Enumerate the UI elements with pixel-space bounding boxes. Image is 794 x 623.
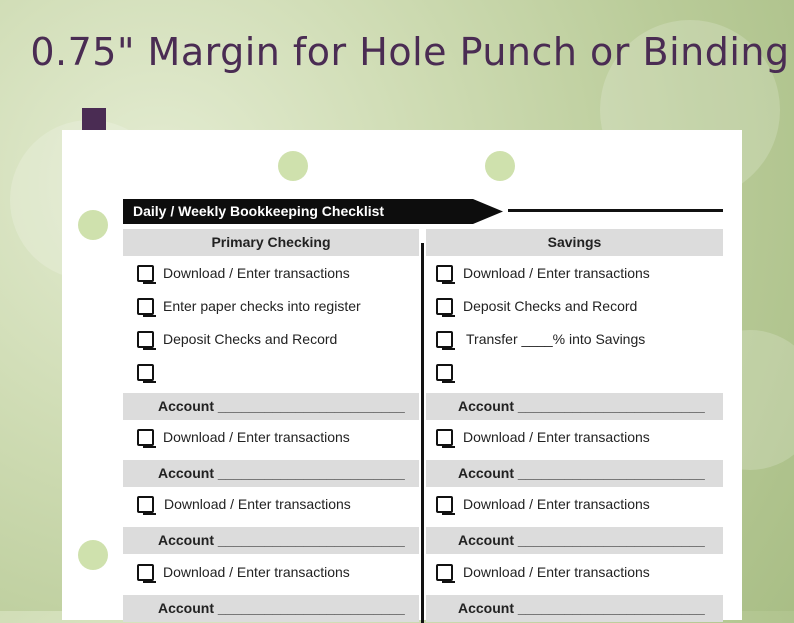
checklist-item: Download / Enter transactions — [463, 429, 650, 445]
hole-punch-marker — [78, 540, 108, 570]
checklist-item: Deposit Checks and Record — [463, 298, 638, 314]
column-header-primary-checking: Primary Checking — [123, 229, 419, 256]
checkbox[interactable] — [436, 564, 453, 581]
checklist-item: Download / Enter transactions — [163, 429, 350, 445]
checklist-item: Download / Enter transactions — [163, 265, 350, 281]
checklist-item: Download / Enter transactions — [164, 496, 351, 512]
checkbox[interactable] — [137, 298, 154, 315]
checkbox[interactable] — [137, 331, 154, 348]
account-bar: Account ________________________ — [426, 460, 723, 487]
checklist-item: Download / Enter transactions — [463, 496, 650, 512]
hole-punch-marker — [278, 151, 308, 181]
checkbox[interactable] — [436, 265, 453, 282]
checkbox[interactable] — [137, 496, 154, 513]
account-bar: Account ________________________ — [123, 527, 419, 554]
account-bar: Account ________________________ — [426, 595, 723, 622]
checkbox[interactable] — [137, 564, 154, 581]
account-bar: Account ________________________ — [123, 595, 419, 622]
checkbox[interactable] — [436, 331, 453, 348]
hole-punch-marker — [78, 210, 108, 240]
account-bar: Account ________________________ — [123, 393, 419, 420]
checklist-item: Transfer ____% into Savings — [466, 331, 646, 347]
checklist-item: Enter paper checks into register — [163, 298, 361, 314]
column-header-savings: Savings — [426, 229, 723, 256]
account-bar: Account ________________________ — [426, 527, 723, 554]
column-divider — [421, 243, 424, 623]
checkbox[interactable] — [436, 298, 453, 315]
checklist-item: Download / Enter transactions — [463, 564, 650, 580]
headline: 0.75" Margin for Hole Punch or Binding — [30, 30, 790, 74]
hole-punch-marker — [485, 151, 515, 181]
checklist-item: Download / Enter transactions — [463, 265, 650, 281]
account-bar: Account ________________________ — [123, 460, 419, 487]
checklist-item: Download / Enter transactions — [163, 564, 350, 580]
checkbox[interactable] — [137, 364, 154, 381]
checkbox[interactable] — [436, 496, 453, 513]
account-bar: Account ________________________ — [426, 393, 723, 420]
title-rule — [508, 209, 723, 212]
checkbox[interactable] — [137, 429, 154, 446]
checklist-title: Daily / Weekly Bookkeeping Checklist — [133, 203, 385, 219]
checkbox[interactable] — [436, 364, 453, 381]
checkbox[interactable] — [436, 429, 453, 446]
checklist-item: Deposit Checks and Record — [163, 331, 338, 347]
checkbox[interactable] — [137, 265, 154, 282]
